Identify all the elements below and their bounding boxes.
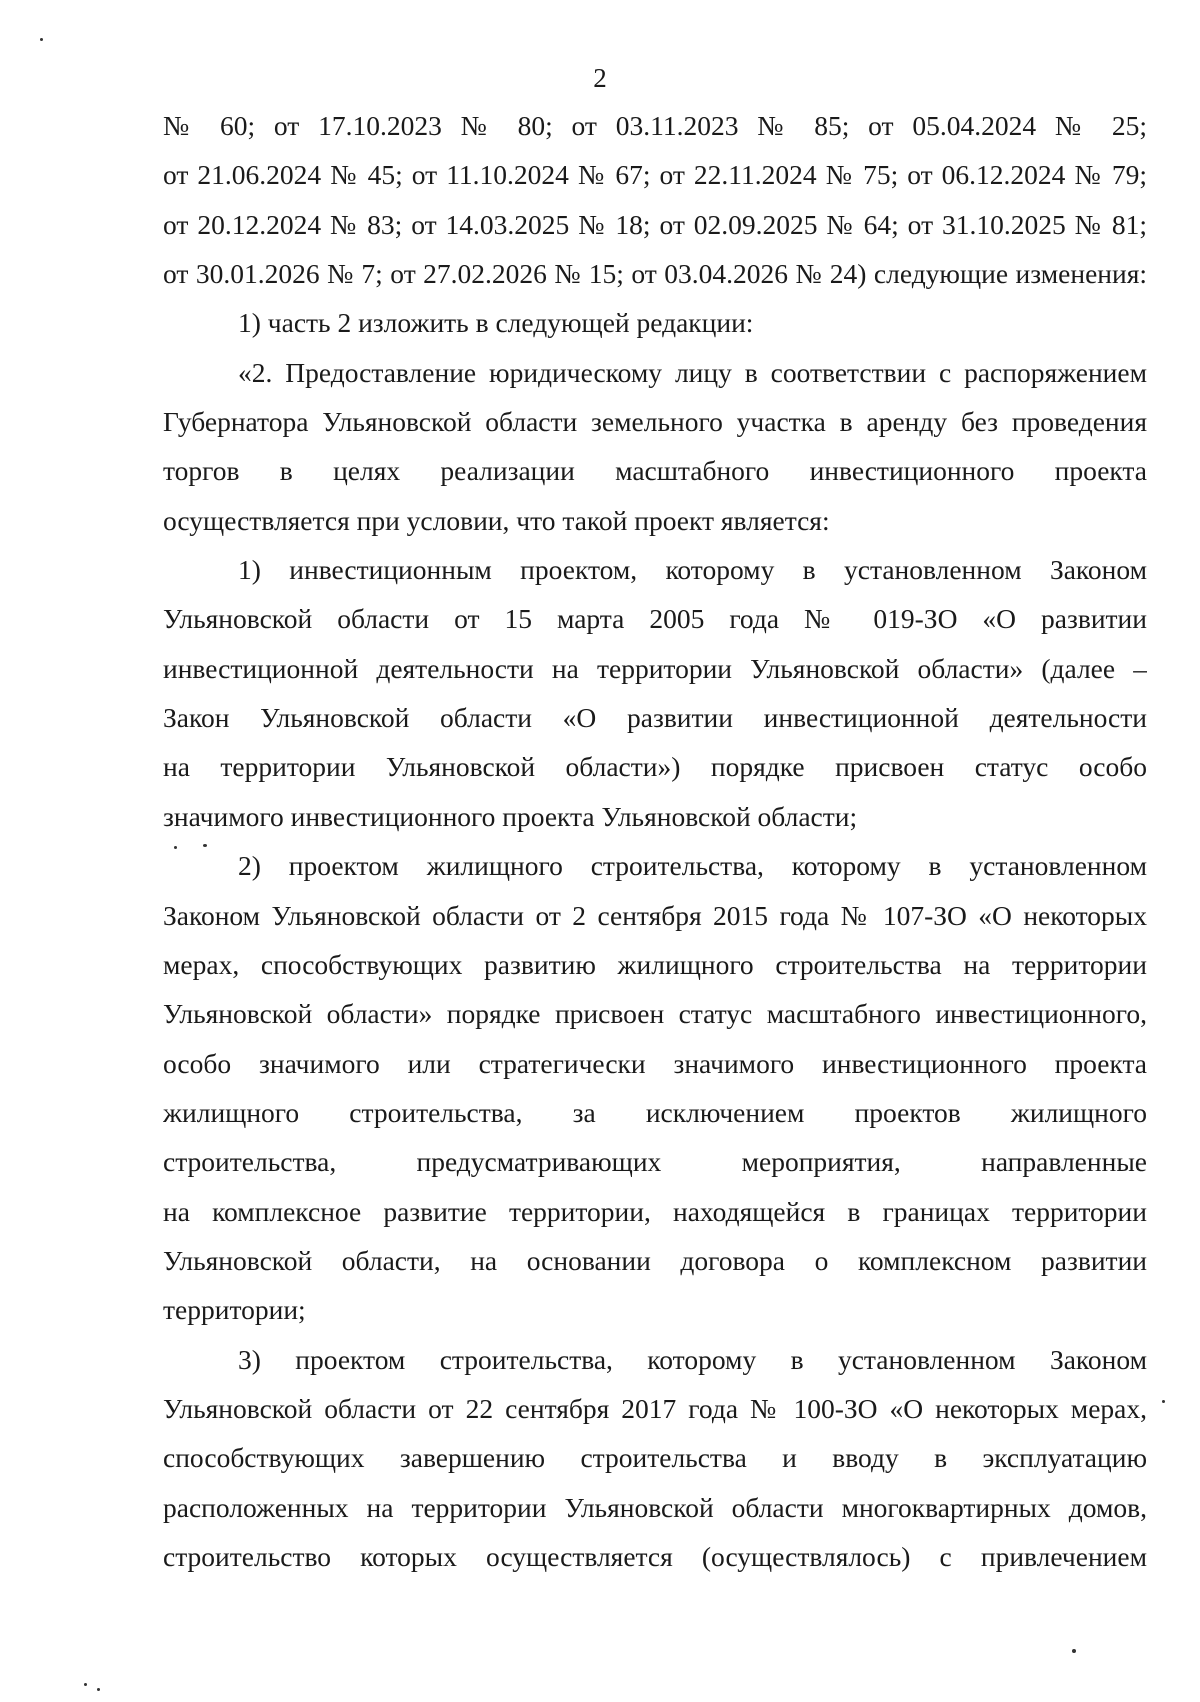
text-line: от 20.12.2024 № 83; от 14.03.2025 № 18; от 02.09.2025 № 64; от 31.10.2025 № 81; [163,208,1147,240]
text-line: 3) проектом строительства, которому в установленном Законом [238,1343,1147,1375]
text-line: осуществляется при условии, что такой проект является: [163,504,830,536]
text-line: Ульяновской области от 22 сентября 2017 года № 100-ЗО «О некоторых мерах, [163,1392,1147,1424]
text-line: на территории Ульяновской области») порядке присвоен статус особо [163,751,1147,783]
text-line: Законом Ульяновской области от 2 сентября 2015 года № 107-ЗО «О некоторых [163,899,1147,931]
text-line: 1) часть 2 изложить в следующей редакции: [238,307,754,339]
text-line: Ульяновской области» порядке присвоен статус масштабного инвестиционного, [163,998,1147,1030]
text-line: территории; [163,1294,306,1326]
text-line: расположенных на территории Ульяновской области многоквартирных домов, [163,1491,1147,1523]
text-line: 2) проектом жилищного строительства, которому в установленном [238,850,1147,882]
text-line: от 30.01.2026 № 7; от 27.02.2026 № 15; от 03.04.2026 № 24) следующие изменения: [163,258,1147,290]
text-line: Закон Ульяновской области «О развитии инвестиционной деятельности [163,702,1147,734]
text-line: № 60; от 17.10.2023 № 80; от 03.11.2023 № 85; от 05.04.2024 № 25; [163,110,1147,141]
text-line: строительства, предусматривающих мероприятия, направленные [163,1146,1147,1178]
scan-speck [84,1683,87,1686]
text-line: способствующих завершению строительства и вводу в эксплуатацию [163,1442,1147,1474]
document-body [163,101,1147,1581]
text-line: на комплексное развитие территории, находящейся в границах территории [163,1195,1147,1227]
scan-speck [174,846,177,849]
text-line: жилищного строительства, за исключением проектов жилищного [163,1096,1147,1128]
scan-speck [1162,1400,1165,1403]
text-line: «2. Предоставление юридическому лицу в соответствии с распоряжением [238,356,1147,388]
scan-speck [97,1688,100,1691]
text-line: строительство которых осуществляется (осуществлялось) с привлечением [163,1540,1147,1572]
text-line: Губернатора Ульяновской области земельного участка в аренду без проведения [163,406,1147,438]
scan-speck [1072,1649,1076,1653]
text-line: мерах, способствующих развитию жилищного строительства на территории [163,948,1147,980]
text-line: 1) инвестиционным проектом, которому в установленном Законом [238,554,1147,586]
text-line: от 21.06.2024 № 45; от 11.10.2024 № 67; от 22.11.2024 № 75; от 06.12.2024 № 79; [163,159,1147,191]
text-line: значимого инвестиционного проекта Ульяновской области; [163,800,858,832]
text-line: Ульяновской области, на основании договора о комплексном развитии [163,1244,1147,1276]
text-line: Ульяновской области от 15 марта 2005 года № 019-ЗО «О развитии [163,603,1147,635]
text-line: торгов в целях реализации масштабного инвестиционного проекта [163,455,1147,487]
text-line: инвестиционной деятельности на территории Ульяновской области» (далее – [163,652,1147,684]
scan-speck [203,844,207,847]
page-number: 2 [593,63,607,93]
scan-speck [40,38,43,41]
text-line: особо значимого или стратегически значимого инвестиционного проекта [163,1047,1147,1079]
